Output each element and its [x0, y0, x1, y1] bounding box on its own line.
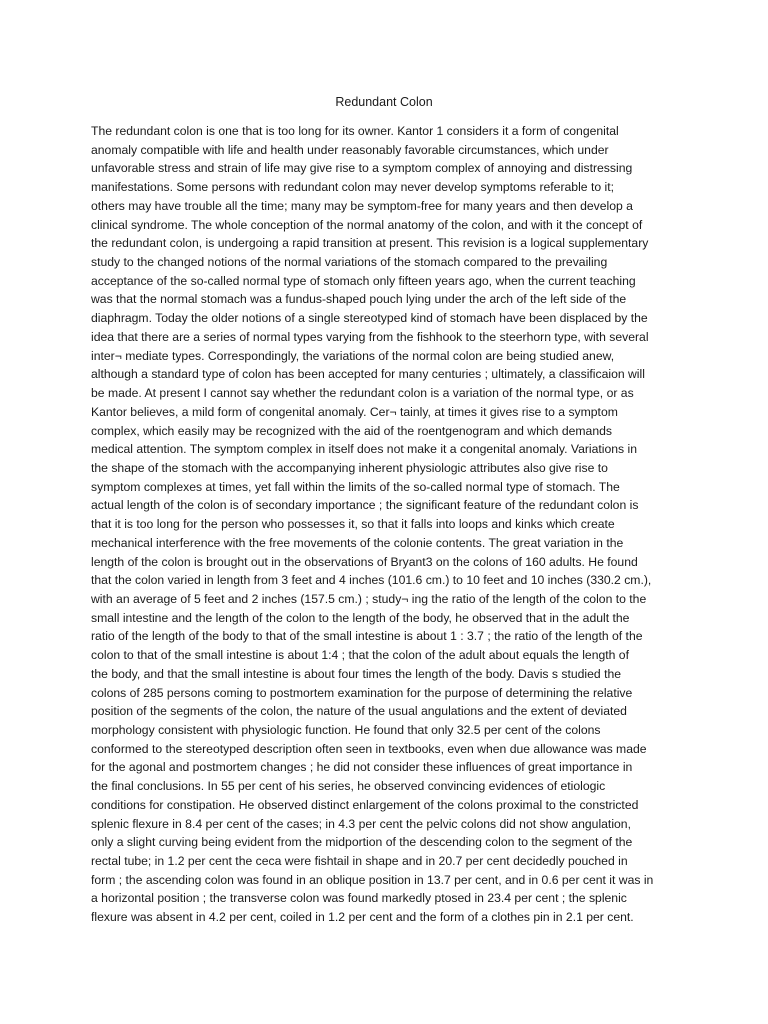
text-line: morphology consistent with physiologic function. He found that only 32.5 per cent of the colons: [91, 723, 601, 737]
text-line: for the agonal and postmortem changes ; he did not consider these influences of great importance in: [91, 760, 633, 775]
text-line: mechanical interference with the free movements of the colonie contents. The great variation in the: [91, 535, 624, 550]
text-line: only a slight curving being evident from the midportion of the descending colon to the segment of the: [91, 835, 633, 850]
text-line: a horizontal position ; the transverse colon was found markedly ptosed in 23.4 per cent ; the splenic: [91, 891, 627, 906]
text-line: Kantor believes, a mild form of congenital anomaly. Cer¬ tainly, at times it gives rise to a symptom: [91, 404, 618, 419]
text-line: complex, which easily may be recognized with the aid of the roentgenogram and which demands: [91, 423, 612, 438]
text-line: position of the segments of the colon, the nature of the usual angulations and the extent of deviated: [91, 704, 627, 719]
text-line: the body, and that the small intestine is about four times the length of the body. Davis s studied the: [91, 666, 622, 681]
text-line: the shape of the stomach with the accompanying inherent physiologic attributes also give rise to: [91, 460, 608, 475]
text-line: manifestations. Some persons with redundant colon may never develop symptoms referable to it;: [91, 180, 614, 195]
text-line: that the colon varied in length from 3 feet and 4 inches (101.6 cm.) to 10 feet and 10 inches (330.2 cm.),: [91, 573, 652, 588]
text-line: conformed to the stereotyped description often seen in textbooks, even when due allowance was made: [91, 741, 647, 756]
text-line: The redundant colon is one that is too long for its owner. Kantor 1 considers it a form of congenital: [91, 124, 619, 138]
text-line: diaphragm. Today the older notions of a single stereotyped kind of stomach have been displaced by the: [91, 311, 648, 326]
text-line: unfavorable stress and strain of life may give rise to a symptom complex of annoying and distressing: [91, 161, 633, 176]
text-line: rectal tube; in 1.2 per cent the ceca were fishtail in shape and in 20.7 per cent decidedly pouched in: [91, 854, 628, 869]
text-line: others may have trouble all the time; many may be symptom-free for many years and then develop a: [91, 198, 633, 213]
document-title: Redundant Colon: [335, 95, 433, 109]
text-line: the redundant colon, is undergoing a rapid transition at present. This revision is a logical supplementary: [91, 236, 649, 251]
document-body: [91, 122, 691, 927]
text-line: acceptance of the so-called normal type of stomach only fifteen years ago, when the current teaching: [91, 273, 636, 288]
text-line: anomaly compatible with life and health under reasonably favorable circumstances, which under: [91, 142, 609, 157]
text-line: small intestine and the length of the colon to the length of the body, he observed that in the adult the: [91, 610, 630, 625]
text-line: medical attention. The symptom complex in itself does not make it a congenital anomaly. Variations in: [91, 442, 638, 457]
text-line: conditions for constipation. He observed distinct enlargement of the colons proximal to the constricted: [91, 797, 639, 812]
text-line: be made. At present I cannot say whether the redundant colon is a variation of the normal type, or as: [91, 386, 634, 401]
text-line: inter¬ mediate types. Correspondingly, the variations of the normal colon are being studied anew,: [91, 348, 615, 363]
text-line: splenic flexure in 8.4 per cent of the cases; in 4.3 per cent the pelvic colons did not show angulation,: [91, 816, 631, 831]
text-line: symptom complexes at times, yet fall within the limits of the so-called normal type of stomach. The: [91, 479, 620, 494]
text-line: study to the changed notions of the normal variations of the stomach compared to the prevailing: [91, 255, 608, 270]
text-line: was that the normal stomach was a fundus-shaped pouch lying under the arch of the left side of the: [91, 292, 627, 307]
text-line: clinical syndrome. The whole conception of the normal anatomy of the colon, and with it the concept of: [91, 217, 643, 232]
text-line: length of the colon is brought out in the observations of Bryant3 on the colons of 160 adults. He found: [91, 554, 638, 569]
text-line: colons of 285 persons coming to postmortem examination for the purpose of determining the relative: [91, 685, 633, 700]
text-line: colon to that of the small intestine is about 1:4 ; that the colon of the adult about equals the length of: [91, 648, 629, 663]
text-line: flexure was absent in 4.2 per cent, coiled in 1.2 per cent and the form of a clothes pin in 2.1 per cent.: [91, 910, 634, 925]
text-line: form ; the ascending colon was found in an oblique position in 13.7 per cent, and in 0.6 per cent it was in: [91, 872, 654, 887]
text-line: the final conclusions. In 55 per cent of his series, he observed convincing evidences of etiologic: [91, 779, 606, 794]
text-line: ratio of the length of the body to that of the small intestine is about 1 : 3.7 ; the ratio of the length of the: [91, 629, 643, 644]
text-line: although a standard type of colon has been accepted for many centuries ; ultimately, a classificaion will: [91, 367, 645, 382]
text-line: idea that there are a series of normal types varying from the fishhook to the steerhorn type, with several: [91, 329, 649, 344]
text-line: that it is too long for the person who possesses it, so that it falls into loops and kinks which create: [91, 517, 615, 532]
text-line: actual length of the colon is of secondary importance ; the significant feature of the redundant colon is: [91, 498, 639, 513]
text-line: with an average of 5 feet and 2 inches (157.5 cm.) ; study¬ ing the ratio of the length of the colon to the: [91, 591, 647, 606]
